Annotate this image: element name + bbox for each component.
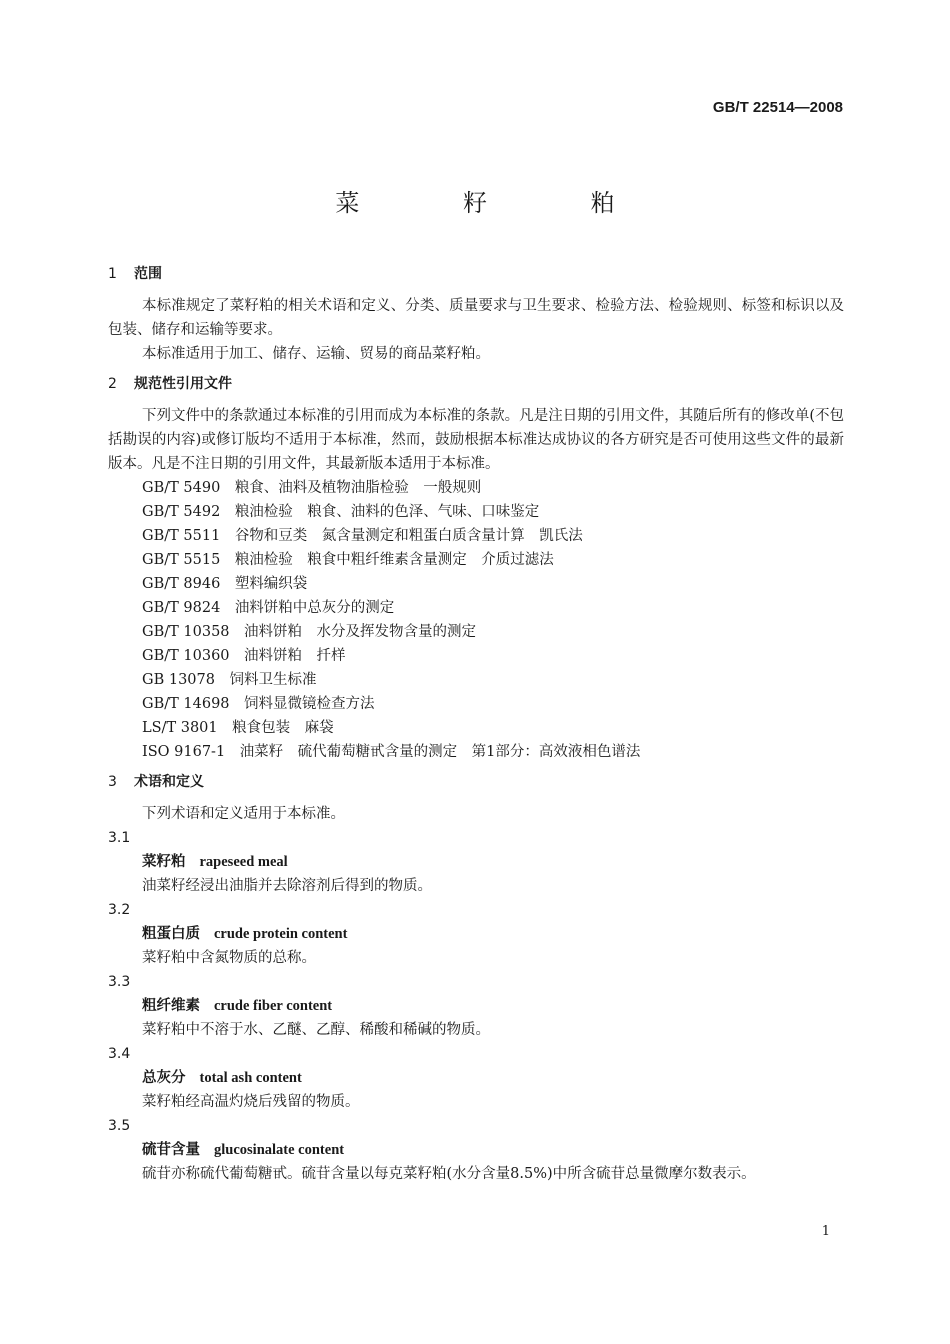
reference-code: GB/T 8946	[142, 576, 221, 592]
term-number: 3.3	[108, 974, 131, 990]
reference-title: 油料饼粕 水分及挥发物含量的测定	[244, 624, 477, 640]
reference-item	[108, 476, 844, 500]
term-heading	[108, 994, 844, 1018]
paragraph: 下列术语和定义适用于本标准。	[142, 806, 345, 822]
section-number: 1	[108, 266, 117, 282]
term-heading	[108, 922, 844, 946]
reference-code: GB/T 9824	[142, 600, 221, 616]
term-definition: 硫苷亦称硫代葡萄糖甙。硫苷含量以每克菜籽粕(水分含量8.5%)中所含硫苷总量微摩尔数表示。	[142, 1166, 756, 1182]
term-heading	[108, 1066, 844, 1090]
reference-code: GB/T 5515	[142, 552, 221, 568]
document-title: 菜 籽 粕	[335, 189, 663, 217]
term-heading	[108, 1138, 844, 1162]
term-en: crude protein content	[214, 926, 348, 942]
reference-code: GB/T 10358	[142, 624, 230, 640]
section-heading	[108, 262, 844, 286]
term-zh: 硫苷含量	[142, 1141, 200, 1158]
term-number: 3.2	[108, 902, 131, 918]
term-definition: 菜籽粕中含氮物质的总称。	[142, 950, 316, 966]
reference-title: 油菜籽 硫代葡萄糖甙含量的测定 第1部分：高效液相色谱法	[239, 744, 641, 760]
paragraph: 本标准适用于加工、储存、运输、贸易的商品菜籽粕。	[142, 346, 490, 362]
section-heading	[108, 372, 844, 396]
document-body	[108, 262, 844, 1186]
reference-item	[108, 548, 844, 572]
reference-title: 饲料卫生标准	[229, 672, 317, 688]
term-number: 3.4	[108, 1046, 131, 1062]
reference-item	[108, 524, 844, 548]
term-heading	[108, 850, 844, 874]
reference-title: 油料饼粕 扦样	[244, 648, 346, 664]
paragraph: 下列文件中的条款通过本标准的引用而成为本标准的条款。凡是注日期的引用文件，其随后所有的修改单(不包括勘误的内容)或修订版均不适用于本标准，然而，鼓励根据本标准达成协议的各方研究是否可使用这些文件的最新版本。凡是不注日期的引用文件，其最新版本适用于本标准。	[108, 408, 844, 472]
reference-item	[108, 716, 844, 740]
reference-title: 粮食、油料及植物油脂检验 一般规则	[234, 480, 482, 496]
term-definition: 菜籽粕经高温灼烧后残留的物质。	[142, 1094, 360, 1110]
reference-title: 粮食包装 麻袋	[232, 720, 334, 736]
term-zh: 粗蛋白质	[142, 925, 200, 942]
reference-item	[108, 572, 844, 596]
term-number: 3.1	[108, 830, 131, 846]
reference-title: 饲料显微镜检查方法	[244, 696, 375, 712]
reference-item	[108, 596, 844, 620]
term-definition: 菜籽粕中不溶于水、乙醚、乙醇、稀酸和稀碱的物质。	[142, 1022, 490, 1038]
reference-item	[108, 644, 844, 668]
term-en: total ash content	[199, 1070, 302, 1086]
reference-code: GB/T 10360	[142, 648, 230, 664]
reference-item	[108, 668, 844, 692]
reference-title: 塑料编织袋	[234, 576, 308, 592]
reference-code: GB 13078	[142, 672, 215, 688]
paragraph: 本标准规定了菜籽粕的相关术语和定义、分类、质量要求与卫生要求、检验方法、检验规则、标签和标识以及包装、储存和运输等要求。	[108, 298, 844, 338]
reference-code: ISO 9167-1	[142, 744, 226, 760]
reference-title: 谷物和豆类 氮含量测定和粗蛋白质含量计算 凯氏法	[234, 528, 583, 544]
reference-code: GB/T 5492	[142, 504, 221, 520]
reference-code: LS/T 3801	[142, 720, 218, 736]
reference-title: 粮油检验 粮食中粗纤维素含量测定 介质过滤法	[234, 552, 554, 568]
term-zh: 总灰分	[142, 1069, 186, 1086]
section-title: 规范性引用文件	[134, 376, 232, 392]
term-number: 3.5	[108, 1118, 131, 1134]
reference-item	[108, 620, 844, 644]
term-zh: 粗纤维素	[142, 997, 200, 1014]
section-heading	[108, 770, 844, 794]
standard-code: GB/T 22514—2008	[712, 99, 843, 116]
page-number: 1	[821, 1224, 830, 1239]
section-number: 3	[108, 774, 117, 790]
section-title: 术语和定义	[134, 774, 204, 790]
term-en: crude fiber content	[214, 998, 333, 1014]
term-en: glucosinalate content	[214, 1142, 345, 1158]
reference-item	[108, 692, 844, 716]
reference-item	[108, 500, 844, 524]
section-title: 范围	[134, 266, 162, 282]
term-definition: 油菜籽经浸出油脂并去除溶剂后得到的物质。	[142, 878, 432, 894]
term-zh: 菜籽粕	[142, 853, 186, 870]
section-number: 2	[108, 376, 117, 392]
reference-title: 油料饼粕中总灰分的测定	[234, 600, 395, 616]
reference-item	[108, 740, 844, 764]
reference-code: GB/T 5511	[142, 528, 221, 544]
reference-code: GB/T 5490	[142, 480, 221, 496]
reference-code: GB/T 14698	[142, 696, 230, 712]
term-en: rapeseed meal	[199, 854, 288, 870]
reference-list	[108, 476, 844, 764]
reference-title: 粮油检验 粮食、油料的色泽、气味、口味鉴定	[234, 504, 540, 520]
